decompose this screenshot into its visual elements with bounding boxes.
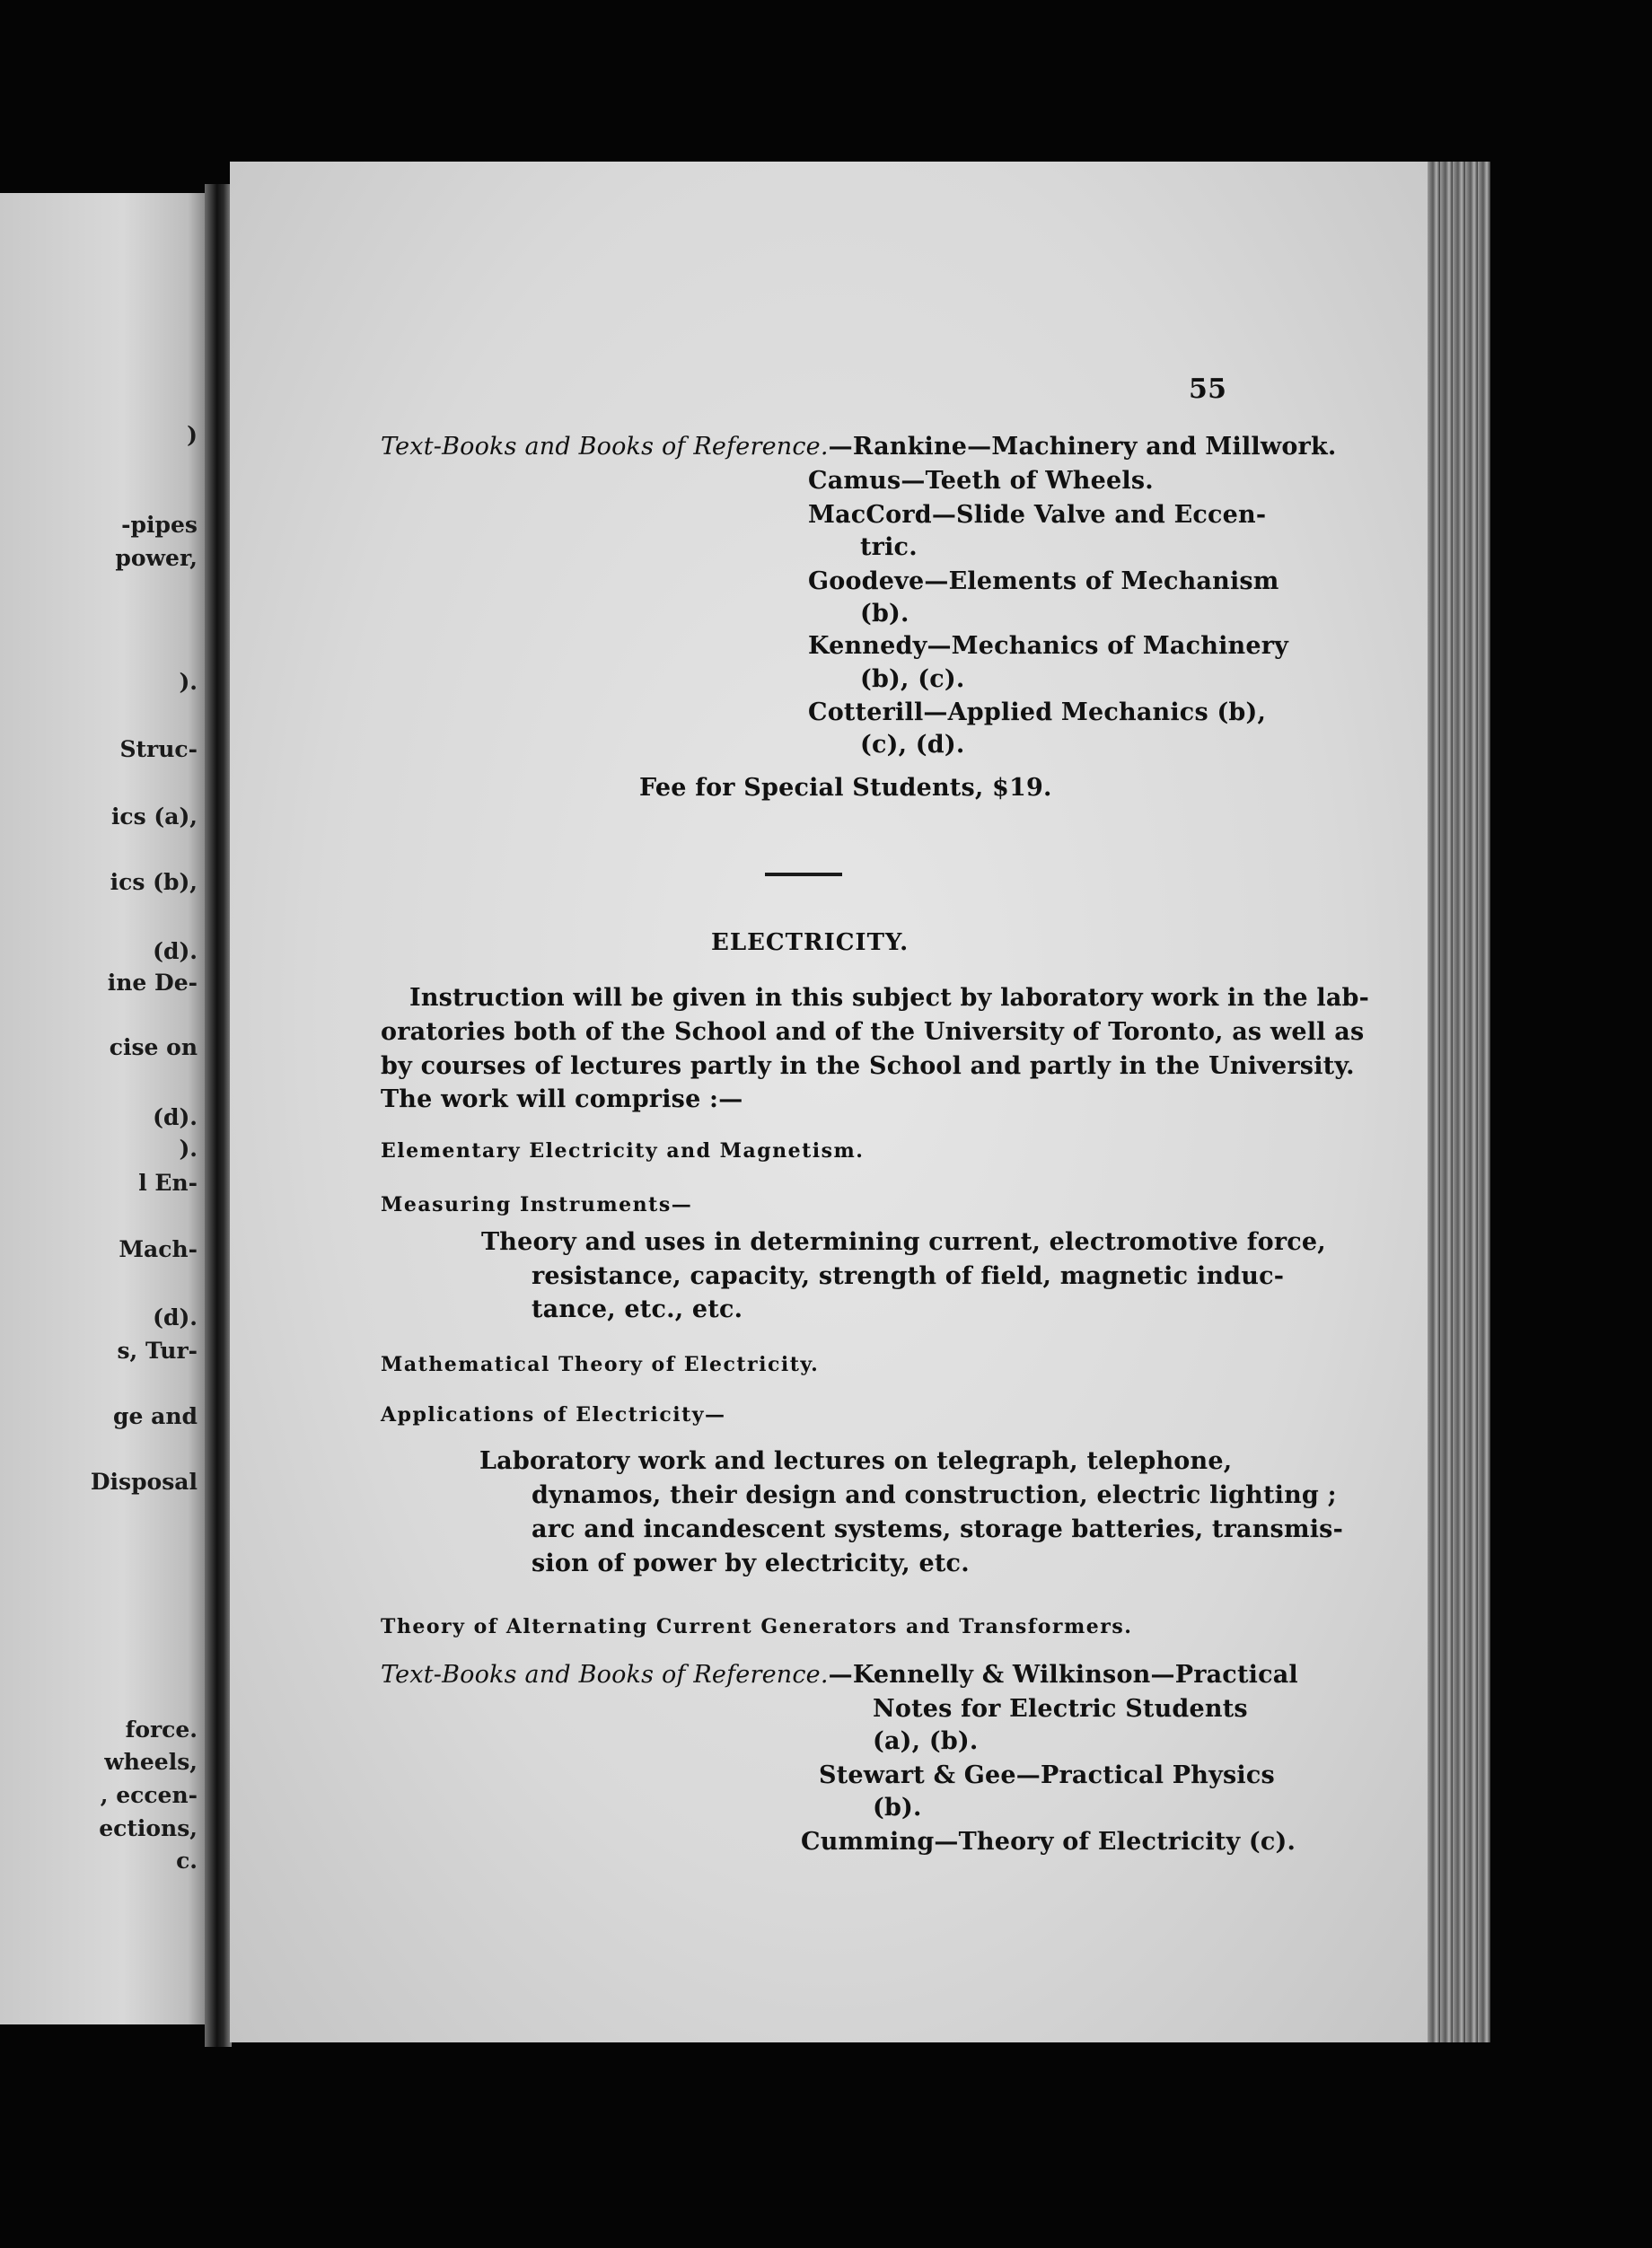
left-page-fragment: ine De- [107, 970, 198, 996]
special-student-fee: Fee for Special Students, $19. [639, 774, 1052, 802]
reference-stewart-gee: Stewart & Gee—Practical Physics [819, 1761, 1275, 1789]
left-page-fragment: ) [187, 422, 198, 448]
page-edges [1428, 162, 1490, 2042]
reference-cumming: Cumming—Theory of Electricity (c). [801, 1828, 1296, 1856]
reference-maccord: MacCord—Slide Valve and Eccen- [808, 501, 1267, 529]
reference-cotterill-cont: (c), (d). [860, 731, 965, 759]
reference-maccord-cont: tric. [860, 533, 918, 561]
topic-mathematical-theory: Mathematical Theory of Electricity. [381, 1353, 820, 1376]
reference-kennedy-cont: (b), (c). [860, 665, 965, 693]
left-page-fragment: force. [125, 1717, 198, 1743]
intro-line-2: oratories both of the School and of the University of Toronto, as well as [381, 1018, 1365, 1046]
left-page-fragment: ections, [99, 1815, 198, 1841]
measuring-body-line-1: Theory and uses in determining current, electromotive force, [481, 1228, 1326, 1256]
reference-rankine: —Rankine—Machinery and Millwork. [828, 433, 1337, 461]
applications-body-line-2: dynamos, their design and construction, electric lighting ; [532, 1481, 1337, 1509]
left-page-fragment: ). [179, 669, 198, 695]
topic-alternating-current: Theory of Alternating Current Generators and Transformers. [381, 1615, 1133, 1638]
section-divider [765, 873, 842, 876]
measuring-body-line-2: resistance, capacity, strength of field, magnetic induc- [532, 1262, 1285, 1290]
references-line-1 [381, 431, 1336, 463]
reference-goodeve: Goodeve—Elements of Mechanism [808, 567, 1279, 595]
section-title: ELECTRICITY. [711, 929, 909, 956]
book-gutter [205, 184, 232, 2047]
left-page-fragment: ics (a), [110, 803, 198, 830]
left-page-fragment: ics (b), [110, 869, 198, 895]
reference-camus: Camus—Teeth of Wheels. [808, 467, 1154, 495]
reference-stewart-gee-cont: (b). [873, 1794, 922, 1822]
reference-kennedy: Kennedy—Mechanics of Machinery [808, 632, 1289, 660]
left-page-fragment: (d). [153, 1104, 198, 1130]
left-page [0, 193, 205, 2024]
left-page-fragment: ). [179, 1136, 198, 1162]
reference-kennelly-cont-2: (a), (b). [873, 1727, 979, 1755]
left-page-fragment: l En- [138, 1170, 198, 1196]
measuring-body-line-3: tance, etc., etc. [532, 1295, 743, 1323]
left-page-fragment: ge and [113, 1403, 198, 1429]
left-page-fragment: s, Tur- [117, 1338, 198, 1364]
topic-elementary-electricity: Elementary Electricity and Magnetism. [381, 1139, 865, 1163]
left-page-fragment: Disposal [90, 1469, 198, 1495]
reference-kennelly: —Kennelly & Wilkinson—Practical [828, 1661, 1298, 1689]
references-label: Text-Books and Books of Reference. [381, 433, 829, 461]
applications-body-line-3: arc and incandescent systems, storage batteries, transmis- [532, 1515, 1343, 1543]
left-page-fragment: Mach- [119, 1236, 198, 1262]
references2-line-1 [381, 1659, 1298, 1691]
topic-measuring-instruments: Measuring Instruments— [381, 1193, 693, 1216]
reference-cotterill: Cotterill—Applied Mechanics (b), [808, 698, 1267, 726]
left-page-fragment: c. [176, 1848, 198, 1874]
left-page-fragment: (d). [153, 938, 198, 964]
left-page-fragment: cise on [109, 1034, 198, 1060]
left-page-fragment: (d). [153, 1304, 198, 1330]
left-page-fragment: power, [115, 545, 198, 571]
references2-label: Text-Books and Books of Reference. [381, 1661, 829, 1689]
topic-applications-electricity: Applications of Electricity— [381, 1403, 726, 1427]
applications-body-line-1: Laboratory work and lectures on telegraph, telephone, [479, 1447, 1233, 1475]
left-page-fragment: Struc- [119, 736, 198, 762]
left-page-fragment: , eccen- [100, 1782, 198, 1808]
page-number: 55 [1189, 373, 1227, 405]
left-page-fragment: wheels, [104, 1749, 198, 1775]
intro-line-1: Instruction will be given in this subject by laboratory work in the lab- [409, 984, 1370, 1012]
left-page-fragment: -pipes [121, 512, 198, 538]
intro-line-3: by courses of lectures partly in the School and partly in the University. [381, 1052, 1355, 1080]
reference-goodeve-cont: (b). [860, 600, 909, 628]
reference-kennelly-cont-1: Notes for Electric Students [873, 1695, 1248, 1723]
applications-body-line-4: sion of power by electricity, etc. [532, 1550, 970, 1577]
intro-line-4: The work will comprise :— [381, 1085, 743, 1113]
